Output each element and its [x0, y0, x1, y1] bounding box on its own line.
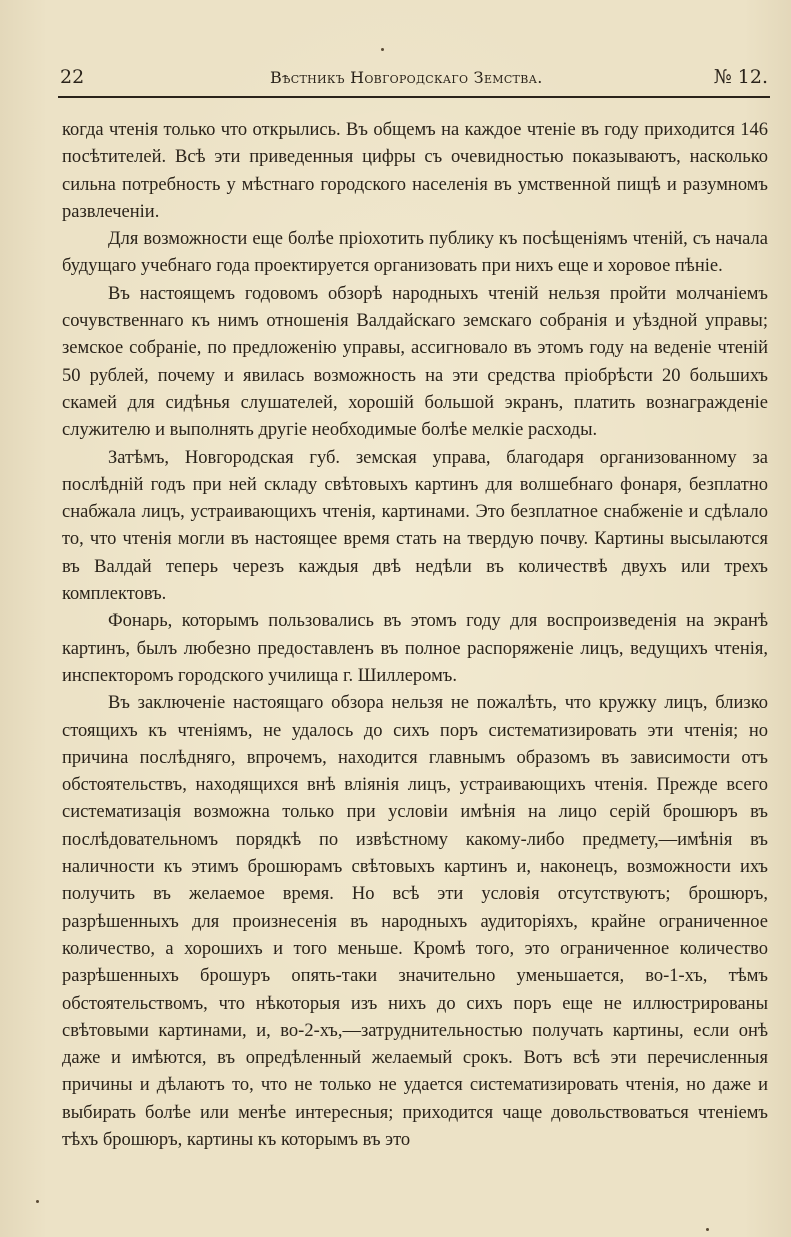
paragraph: Для возможности еще болѣе пріохотить публику къ посѣщеніямъ чтеній, съ начала будущаго учебнаго года проектируется организовать при нихъ еще и хоровое пѣніе.	[62, 229, 768, 277]
paragraph: Затѣмъ, Новгородская губ. земская управа, благодаря организованному за послѣдній годъ при ней складу свѣтовыхъ картинъ для волшебнаго фонаря, безплатно снабжала лицъ, устраивающихъ чтенія, картинами. Это безплатное снабженіе и сдѣлало то, что чтенія могли въ настоящее время стать на твердую почву. Картины высылаются въ Валдай теперь черезъ каждыя двѣ недѣли въ количествѣ двухъ или трехъ комплектовъ.	[62, 447, 768, 605]
paragraph: Фонарь, которымъ пользовались въ этомъ году для воспроизведенія на экранѣ картинъ, былъ любезно предоставленъ въ полное распоряженіе лицъ, ведущихъ чтенія, инспекторомъ городского училища г. Шиллеромъ.	[62, 611, 768, 686]
paragraph: когда чтенія только что открылись. Въ общемъ на каждое чтеніе въ году приходится 146 посѣтителей. Всѣ эти приведенныя цифры съ очевидностью показываютъ, насколько сильна потребность у мѣстнаго городского населенія въ умственной пищѣ и разумномъ развлеченіи.	[62, 120, 768, 222]
ink-speck	[36, 1200, 39, 1203]
ink-speck	[706, 1228, 709, 1231]
page-number: 22	[60, 66, 85, 88]
issue-number: № 12.	[713, 66, 768, 88]
journal-title: Вѣстникъ Новгородскаго Земства.	[270, 68, 543, 87]
header-rule	[58, 96, 770, 98]
article-body	[62, 117, 768, 1154]
paragraph: Въ настоящемъ годовомъ обзорѣ народныхъ чтеній нельзя пройти молчаніемъ сочувственнаго къ нимъ отношенія Валдайскаго земскаго собранія и уѣздной управы; земское собраніе, по предложенію управы, ассигновало въ этомъ году на веденіе чтеній 50 рублей, почему и явилась возможность на эти средства пріобрѣсти 20 большихъ скамей для сидѣнья слушателей, хорошій большой экранъ, платить вознагражденіе служителю и выполнять другіе необходимые болѣе мелкіе расходы.	[62, 283, 768, 441]
paragraph: Въ заключеніе настоящаго обзора нельзя не пожалѣть, что кружку лицъ, близко стоящихъ къ чтеніямъ, не удалось до сихъ поръ систематизировать эти чтенія; но причина послѣдняго, впрочемъ, находится главнымъ образомъ въ зависимости отъ обстоятельствъ, находящихся внѣ вліянія лицъ, устраивающихъ чтенія. Прежде всего систематизація возможна только при условіи имѣнія на лицо серій брошюръ въ послѣдовательномъ порядкѣ по извѣстному какому-либо предмету,—имѣнія въ наличности къ этимъ брошюрамъ свѣтовыхъ картинъ и, наконецъ, возможности ихъ получить въ желаемое время. Но всѣ эти условія отсутствуютъ; брошюръ, разрѣшенныхъ для произнесенія въ народныхъ аудиторіяхъ, крайне ограниченное количество, а хорошихъ и того меньше. Кромѣ того, это ограниченное количество разрѣшенныхъ брошуръ опять-таки значительно уменьшается, во-1-хъ, тѣмъ обстоятельствомъ, что нѣкоторыя изъ нихъ до сихъ поръ еще не иллюстрированы свѣтовыми картинами, и, во-2-хъ,—затруднительностью получать картины, если онѣ даже и имѣются, въ опредѣленный желаемый срокъ. Вотъ всѣ эти перечисленныя причины и дѣлаютъ то, что не только не удается систематизировать чтенія, но даже и выбирать болѣе или менѣе интересныя; приходится чаще довольствоваться чтеніемъ тѣхъ брошюръ, картины къ которымъ въ это	[62, 693, 768, 1150]
ink-speck	[381, 48, 384, 51]
running-header	[60, 60, 768, 92]
